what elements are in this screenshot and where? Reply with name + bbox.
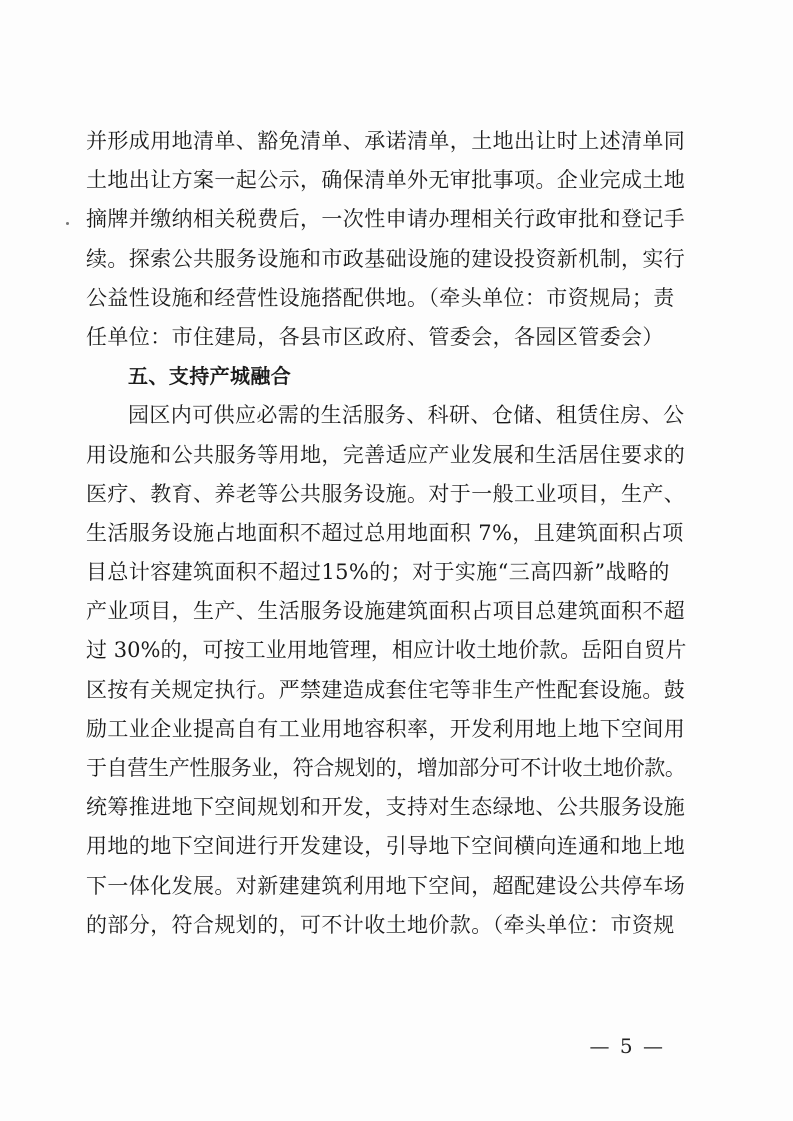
- text-line: 用地的地下空间进行开发建设，引导地下空间横向连通和地上地: [86, 834, 686, 859]
- text-line: 目总计容建筑面积不超过15%的；对于实施“三高四新”战略的: [86, 560, 670, 585]
- text-line: 下一体化发展。对新建建筑利用地下空间，超配建设公共停车场: [86, 873, 686, 898]
- text-line: 过 30%的，可按工业用地管理，相应计收土地价款。岳阳自贸片: [86, 638, 687, 663]
- text-line: 公益性设施和经营性设施搭配供地。（牵头单位：市资规局；责: [86, 285, 675, 310]
- text-line: 并形成用地清单、豁免清单、承诺清单，土地出让时上述清单同: [86, 129, 686, 153]
- text-line: 任单位：市住建局，各县市区政府、管委会，各园区管委会）: [86, 324, 664, 349]
- text-line: 励工业企业提高自有工业用地容积率，开发利用地上地下空间用: [86, 716, 686, 741]
- text-line: 摘牌并缴纳相关税费后，一次性申请办理相关行政审批和登记手: [86, 207, 686, 232]
- text-line: 医疗、教育、养老等公共服务设施。对于一般工业项目，生产、: [86, 481, 686, 506]
- text-line: 于自营生产性服务业，符合规划的，增加部分可不计收土地价款。: [86, 756, 686, 780]
- text-line: 续。探索公共服务设施和市政基础设施的建设投资新机制，实行: [86, 246, 686, 271]
- text-line: 区按有关规定执行。严禁建造成套住宅等非生产性配套设施。鼓: [86, 677, 686, 702]
- scan-artifact: [66, 222, 69, 225]
- section-heading: 五、支持产城融合: [128, 364, 292, 389]
- page-number: — 5 —: [589, 1034, 665, 1058]
- text-line: 生活服务设施占地面积不超过总用地面积 7%，且建筑面积占项: [86, 520, 684, 545]
- document-body: [86, 122, 686, 945]
- text-line: 产业项目，生产、生活服务设施建筑面积占项目总建筑面积不超: [86, 599, 686, 624]
- text-line: 的部分，符合规划的，可不计收土地价款。（牵头单位：市资规: [86, 912, 675, 937]
- text-line: 园区内可供应必需的生活服务、科研、仓储、租赁住房、公: [128, 403, 685, 428]
- text-line: 土地出让方案一起公示，确保清单外无审批事项。企业完成土地: [86, 168, 686, 193]
- text-line: 统筹推进地下空间规划和开发，支持对生态绿地、公共服务设施: [86, 795, 686, 820]
- text-line: 用设施和公共服务等用地，完善适应产业发展和生活居住要求的: [86, 442, 686, 467]
